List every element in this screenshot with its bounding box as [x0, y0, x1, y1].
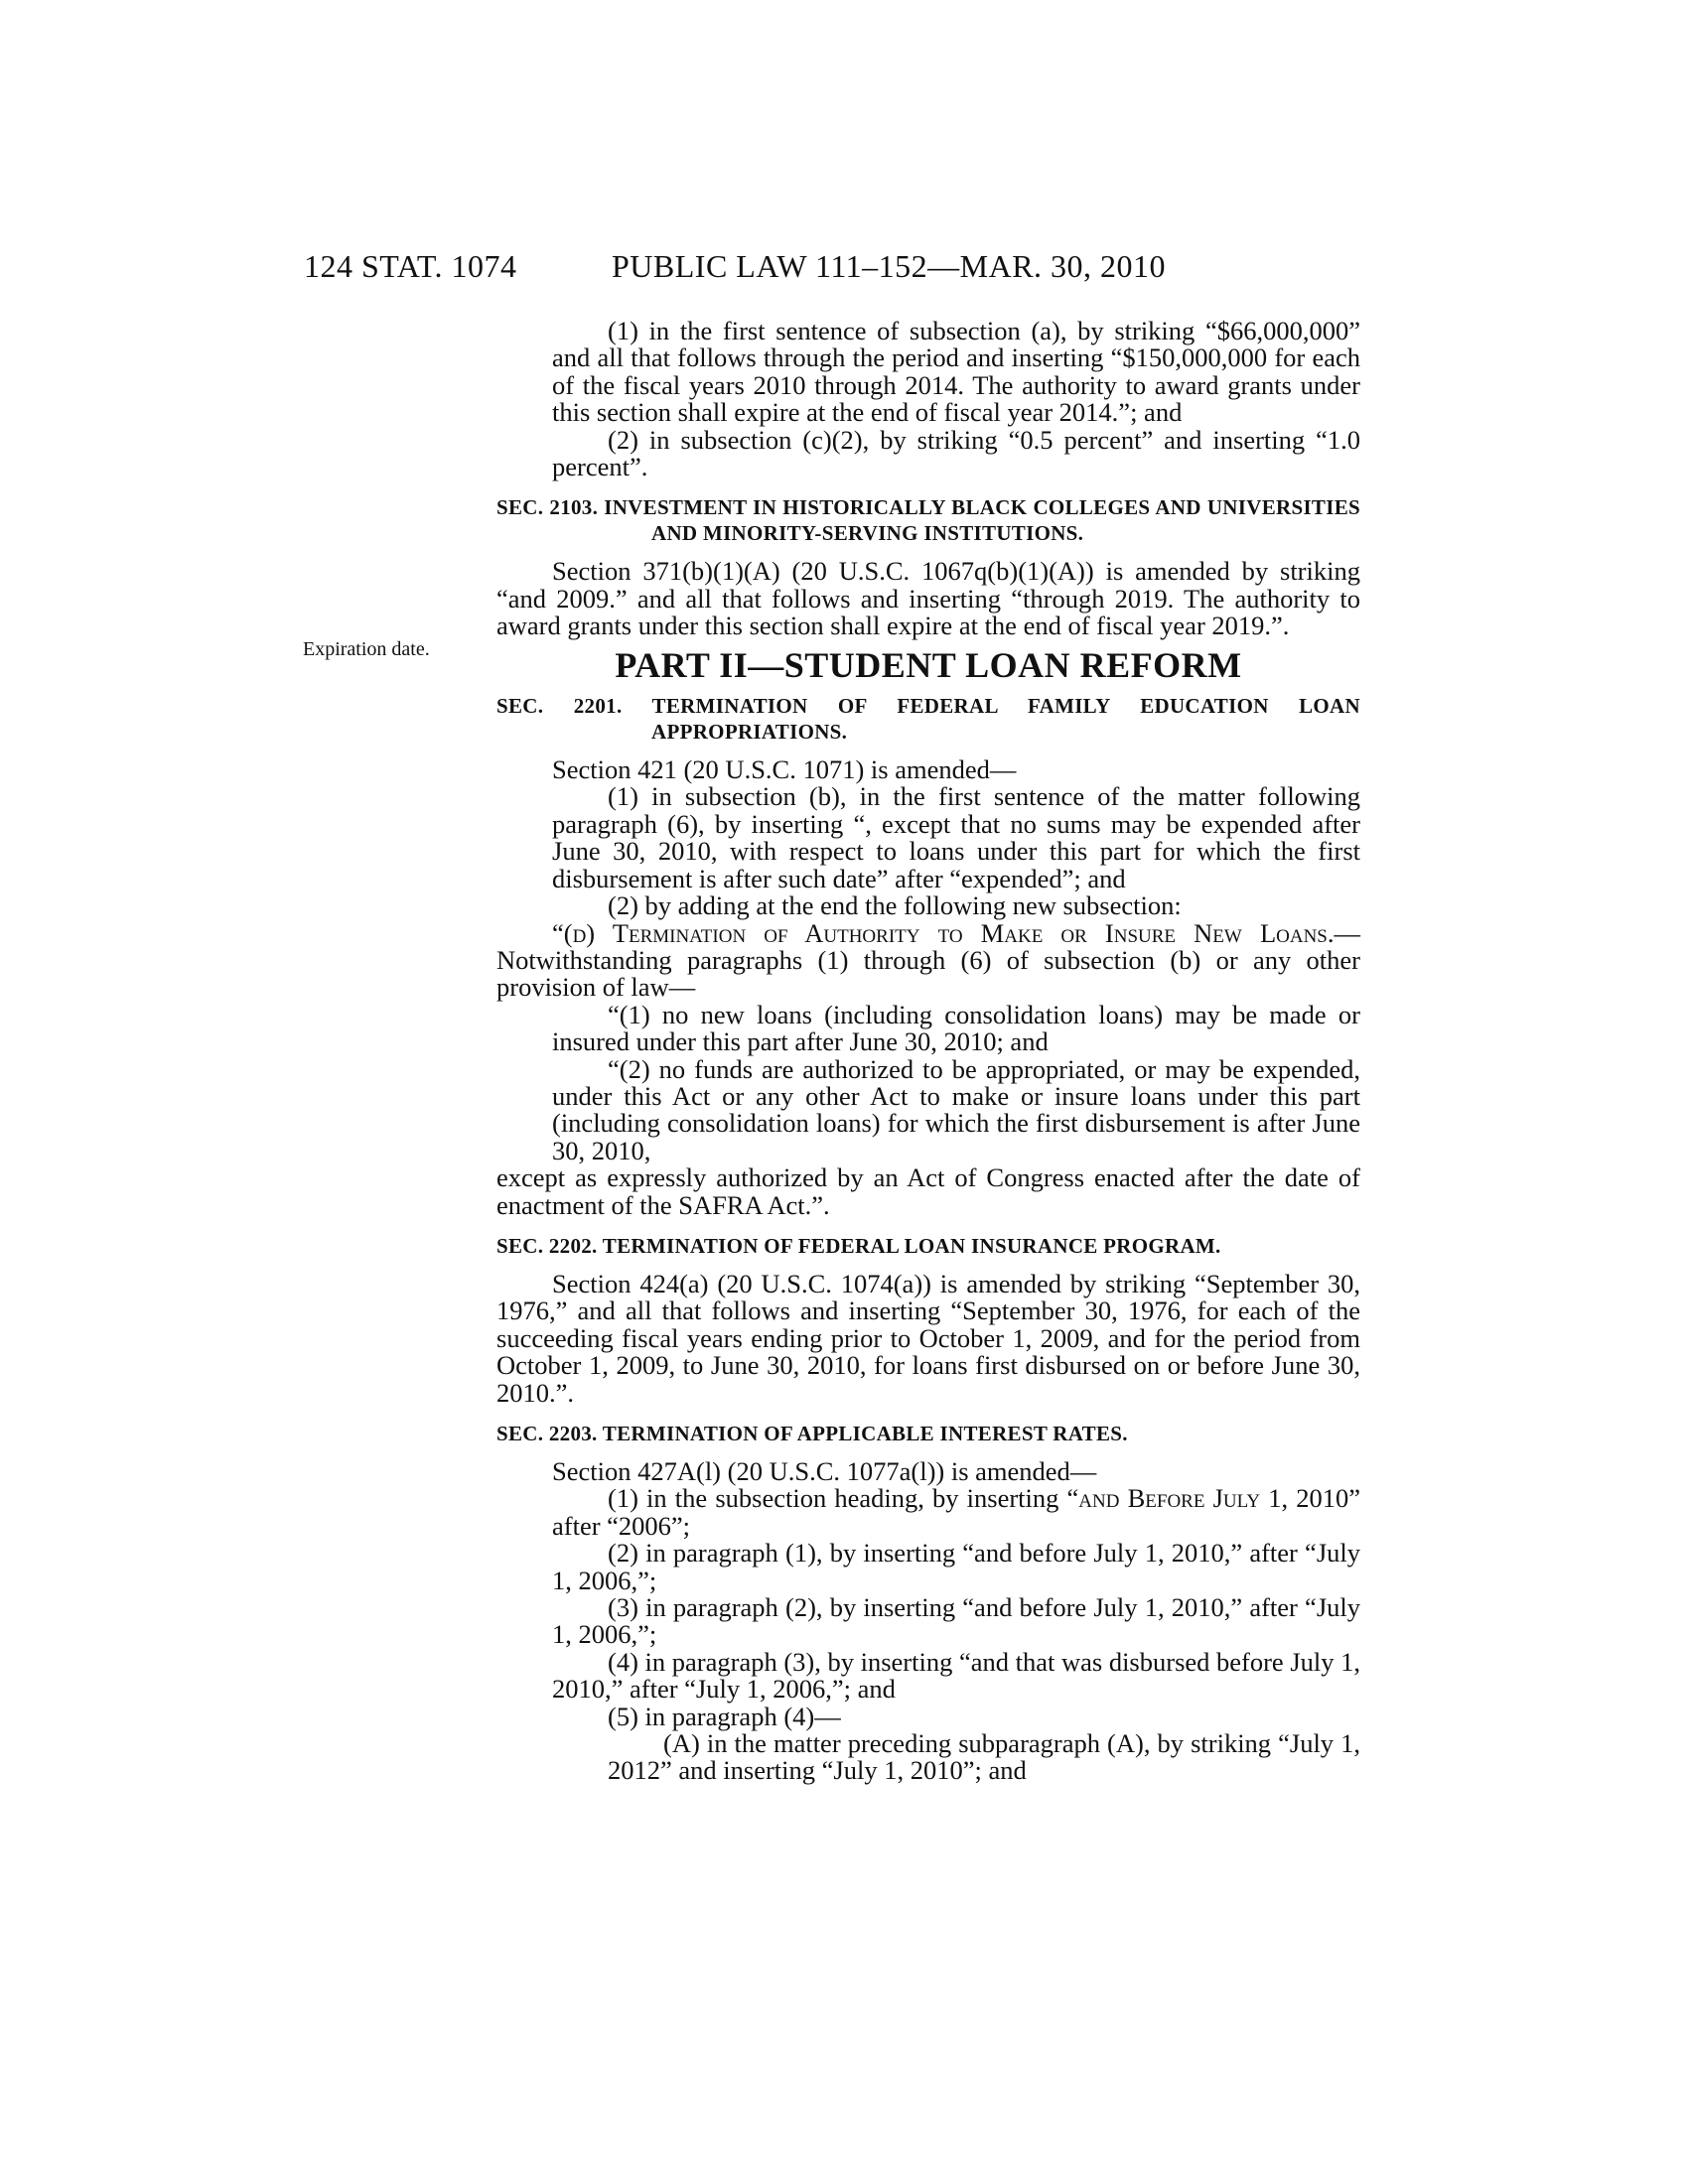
- text-run-smallcaps: and Before July: [1078, 1483, 1261, 1514]
- paragraph: Section 371(b)(1)(A) (20 U.S.C. 1067q(b)(1)(A)) is amended by striking “and 2009.” and all that follows and inserting “through 2019. The authority to award grants under this section shall expire at the end of fiscal year 2019.”.: [496, 556, 1360, 641]
- paragraph: (1) in the first sentence of subsection (a), by striking “$66,000,000” and all that follows through the period and inserting “$150,000,000 for each of the fiscal years 2010 through 2014. The authority to award grants under this section shall expire at the end of fiscal year 2014.”; and: [552, 316, 1360, 428]
- subsection-heading-smallcaps: “(d) Termination of Authority to Make or Insure New Loans.: [552, 917, 1335, 948]
- paragraph: [496, 1485, 1360, 1540]
- paragraph: (3) in paragraph (2), by inserting “and before July 1, 2010,” after “July 1, 2006,”;: [552, 1592, 1360, 1650]
- paragraph: (2) by adding at the end the following new subsection:: [608, 890, 1182, 921]
- document-body: [496, 318, 1360, 1785]
- paragraph: Section 424(a) (20 U.S.C. 1074(a)) is amended by striking “September 30, 1976,” and all that follows and inserting “September 30, 1976, for each of the succeeding fiscal years ending prior to October 1, 2009, and for the period from October 1, 2009, to June 30, 2010, for loans first disbursed on or before June 30, 2010.”.: [496, 1268, 1360, 1408]
- paragraph: [496, 917, 1360, 1003]
- text-run: —Notwithstanding paragraphs (1) through (6) of subsection (b) or any other provision of law—: [496, 917, 1360, 1003]
- paragraph: except as expressly authorized by an Act of Congress enacted after the date of enactment of the SAFRA Act.”.: [496, 1162, 1360, 1220]
- paragraph: (A) in the matter preceding subparagraph (A), by striking “July 1, 2012” and inserting “July 1, 2010”; and: [608, 1728, 1360, 1786]
- paragraph: “(1) no new loans (including consolidation loans) may be made or insured under this part after June 30, 2010; and: [552, 999, 1360, 1057]
- section-heading: SEC. 2202. TERMINATION OF FEDERAL LOAN INSURANCE PROGRAM.: [496, 1233, 1221, 1258]
- paragraph: (2) in paragraph (1), by inserting “and before July 1, 2010,” after “July 1, 2006,”;: [552, 1538, 1360, 1595]
- section-heading: SEC. 2103. INVESTMENT IN HISTORICALLY BLACK COLLEGES AND UNIVERSITIES AND MINORITY-SERVING INSTITUTIONS.: [496, 495, 1360, 546]
- paragraph: (4) in paragraph (3), by inserting “and that was disbursed before July 1, 2010,” after “July 1, 2006,”; and: [552, 1646, 1360, 1705]
- part-heading: PART II—STUDENT LOAN REFORM: [615, 644, 1242, 685]
- paragraph: “(2) no funds are authorized to be appropriated, or may be expended, under this Act or any other Act to make or insure loans under this part (including consolidation loans) for which the first disbursement is after June 30, 2010,: [552, 1053, 1360, 1165]
- text-run: (1) in the subsection heading, by inserting “: [608, 1483, 1079, 1514]
- section-heading: SEC. 2203. TERMINATION OF APPLICABLE INTEREST RATES.: [496, 1422, 1128, 1445]
- paragraph: (5) in paragraph (4)—: [608, 1701, 841, 1731]
- paragraph: (2) in subsection (c)(2), by striking “0.5 percent” and inserting “1.0 percent”.: [552, 424, 1360, 482]
- paragraph: (1) in subsection (b), in the first sentence of the matter following paragraph (6), by inserting “, except that no sums may be expended after June 30, 2010, with respect to loans under this part for which the first disbursement is after such date” after “expended”; and: [552, 781, 1360, 893]
- paragraph: Section 427A(l) (20 U.S.C. 1077a(l)) is amended—: [552, 1456, 1097, 1486]
- paragraph: Section 421 (20 U.S.C. 1071) is amended—: [552, 754, 1017, 785]
- page-stat-citation: 124 STAT. 1074: [304, 248, 517, 284]
- section-heading: SEC. 2201. TERMINATION OF FEDERAL FAMILY EDUCATION LOAN APPROPRIATIONS.: [496, 694, 1360, 745]
- page-running-head: PUBLIC LAW 111–152—MAR. 30, 2010: [612, 248, 1167, 284]
- margin-note: Expiration date.: [303, 638, 430, 660]
- text-run: 1, 2010” after “2006”;: [552, 1483, 1360, 1541]
